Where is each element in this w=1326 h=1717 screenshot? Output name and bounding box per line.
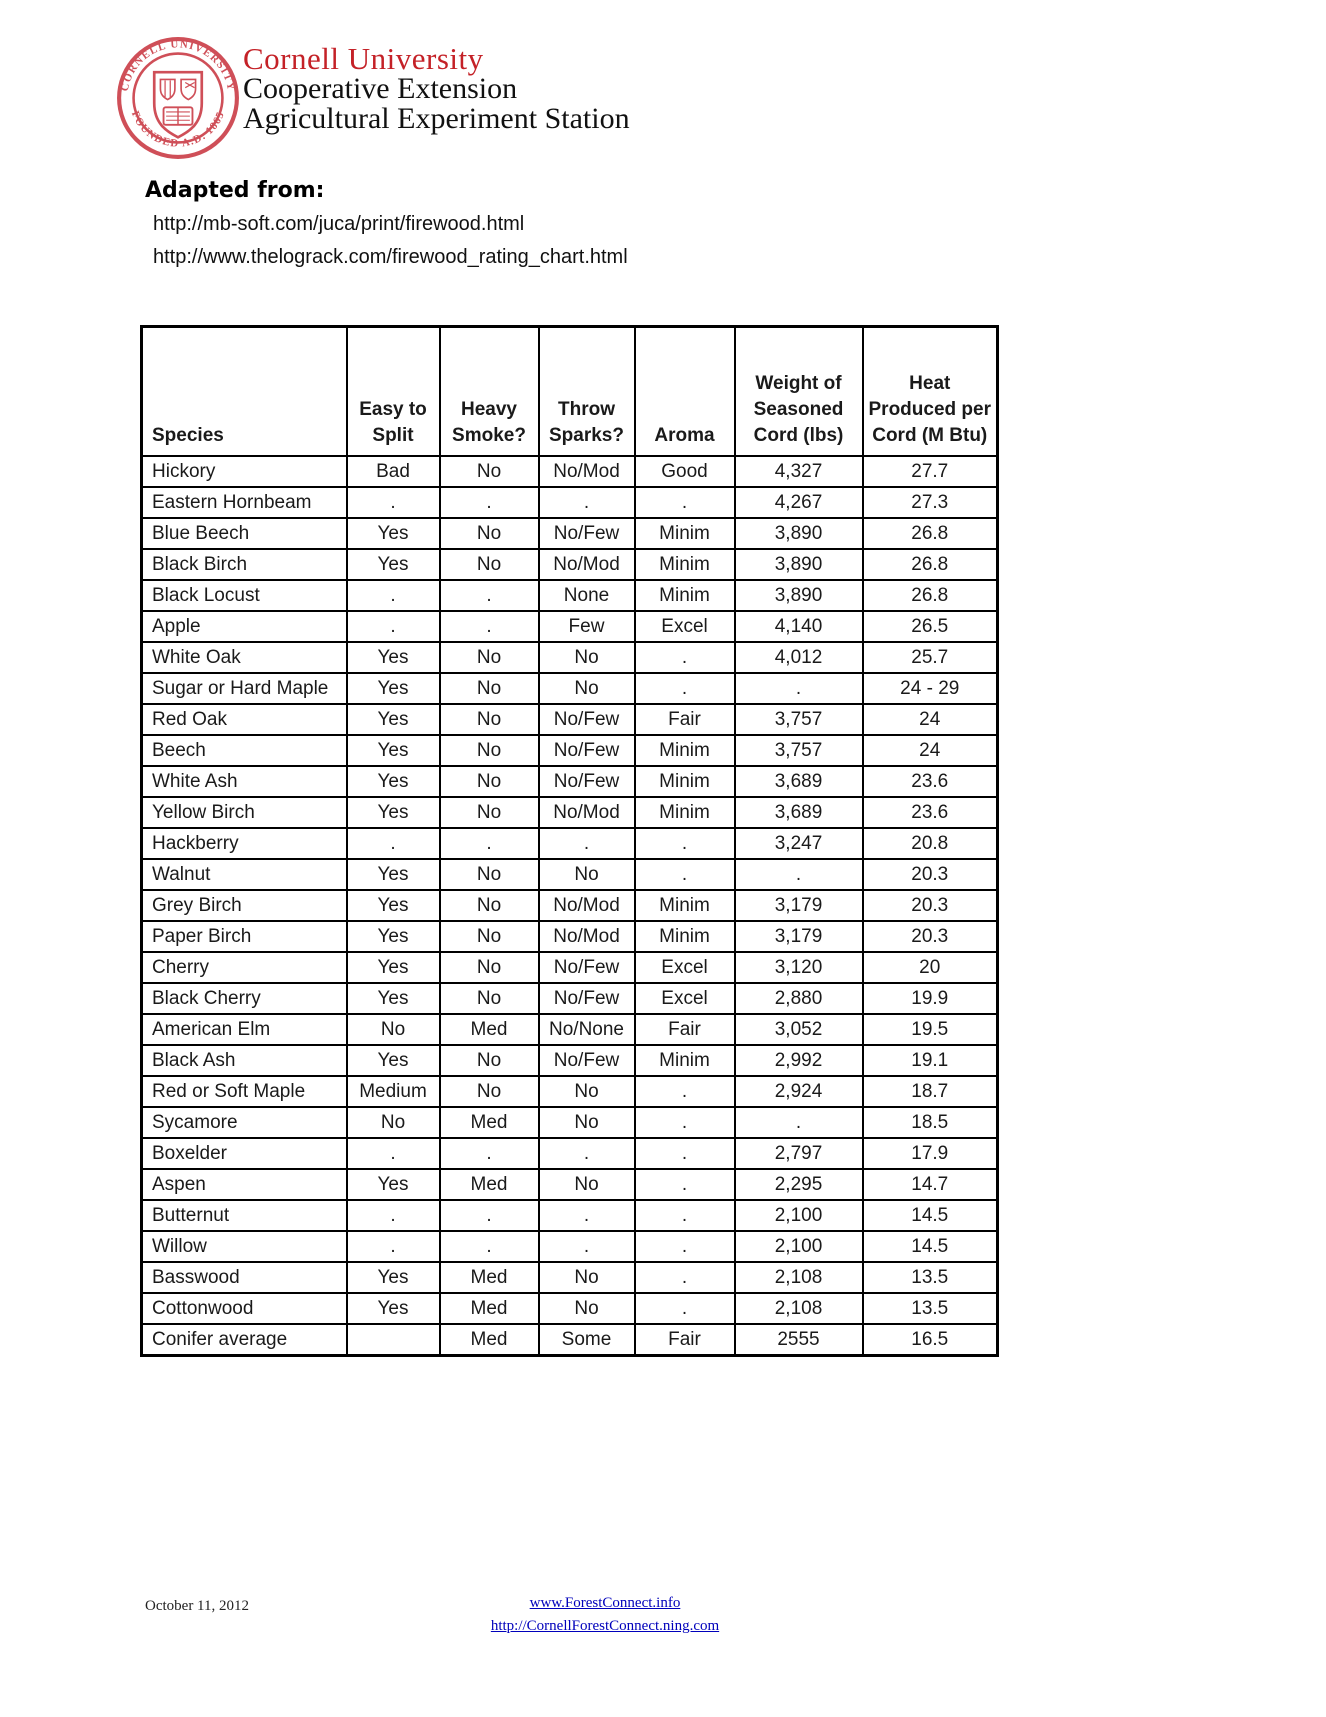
heat-cell: 18.7 (863, 1076, 998, 1107)
heat-cell: 17.9 (863, 1138, 998, 1169)
table-row (142, 828, 998, 859)
heavy-smoke-cell: No (440, 890, 539, 921)
table-row (142, 1014, 998, 1045)
heat-cell: 20.3 (863, 890, 998, 921)
throw-sparks-cell: No/Mod (539, 797, 635, 828)
weight-cell: 3,120 (735, 952, 863, 983)
source-url: http://mb-soft.com/juca/print/firewood.html (153, 213, 525, 235)
table-row (142, 611, 998, 642)
heat-cell: 13.5 (863, 1262, 998, 1293)
species-cell: Black Cherry (142, 983, 347, 1014)
heavy-smoke-cell: No (440, 735, 539, 766)
easy-to-split-cell (347, 1324, 440, 1356)
table-row (142, 549, 998, 580)
table-row (142, 642, 998, 673)
heat-cell: 13.5 (863, 1293, 998, 1324)
aroma-cell: Good (635, 456, 735, 487)
species-cell: Sugar or Hard Maple (142, 673, 347, 704)
species-cell: Sycamore (142, 1107, 347, 1138)
table-row (142, 1076, 998, 1107)
species-cell: Yellow Birch (142, 797, 347, 828)
weight-cell: . (735, 673, 863, 704)
aroma-cell: . (635, 1138, 735, 1169)
heat-cell: 14.5 (863, 1231, 998, 1262)
heat-cell: 25.7 (863, 642, 998, 673)
species-cell: Red Oak (142, 704, 347, 735)
weight-cell: 2,100 (735, 1200, 863, 1231)
heat-cell: 23.6 (863, 766, 998, 797)
heavy-smoke-cell: No (440, 797, 539, 828)
svg-text:CORNELL UNIVERSITY: CORNELL UNIVERSITY (118, 38, 238, 93)
heat-cell: 20.3 (863, 859, 998, 890)
heavy-smoke-cell: . (440, 828, 539, 859)
heat-cell: 18.5 (863, 1107, 998, 1138)
heat-cell: 26.8 (863, 580, 998, 611)
aroma-cell: Minim (635, 549, 735, 580)
heavy-smoke-cell: No (440, 673, 539, 704)
throw-sparks-cell: . (539, 1200, 635, 1231)
table-row (142, 487, 998, 518)
species-cell: White Ash (142, 766, 347, 797)
species-cell: Conifer average (142, 1324, 347, 1356)
heat-cell: 16.5 (863, 1324, 998, 1356)
species-cell: Eastern Hornbeam (142, 487, 347, 518)
throw-sparks-cell: Some (539, 1324, 635, 1356)
letterhead-text (243, 41, 630, 135)
throw-sparks-cell: Few (539, 611, 635, 642)
species-cell: Black Ash (142, 1045, 347, 1076)
throw-sparks-cell: No (539, 1107, 635, 1138)
table-row (142, 921, 998, 952)
weight-cell: 3,689 (735, 797, 863, 828)
easy-to-split-cell: Yes (347, 642, 440, 673)
heavy-smoke-cell: No (440, 1045, 539, 1076)
forestconnect-link[interactable]: www.ForestConnect.info (529, 1595, 681, 1611)
heat-cell: 27.7 (863, 456, 998, 487)
throw-sparks-cell: No (539, 1076, 635, 1107)
heat-cell: 24 - 29 (863, 673, 998, 704)
species-cell: Boxelder (142, 1138, 347, 1169)
aroma-cell: . (635, 1293, 735, 1324)
heat-cell: 27.3 (863, 487, 998, 518)
table-row (142, 1138, 998, 1169)
heavy-smoke-cell: Med (440, 1107, 539, 1138)
table-row (142, 766, 998, 797)
heavy-smoke-cell: Med (440, 1014, 539, 1045)
table-row (142, 456, 998, 487)
heavy-smoke-cell: . (440, 611, 539, 642)
heavy-smoke-cell: No (440, 704, 539, 735)
species-cell: American Elm (142, 1014, 347, 1045)
aroma-cell: . (635, 1231, 735, 1262)
easy-to-split-cell: Medium (347, 1076, 440, 1107)
table-row (142, 797, 998, 828)
heat-cell: 20.8 (863, 828, 998, 859)
species-cell: Apple (142, 611, 347, 642)
heat-cell: 26.5 (863, 611, 998, 642)
easy-to-split-cell: Yes (347, 859, 440, 890)
aroma-cell: Excel (635, 952, 735, 983)
weight-cell: 4,012 (735, 642, 863, 673)
adapted-from-label: Adapted from: (145, 178, 325, 203)
footer-date: October 11, 2012 (145, 1598, 250, 1614)
aroma-cell: Minim (635, 766, 735, 797)
table-row (142, 1262, 998, 1293)
easy-to-split-cell: No (347, 1107, 440, 1138)
throw-sparks-cell: No/Few (539, 735, 635, 766)
species-cell: Grey Birch (142, 890, 347, 921)
throw-sparks-cell: No (539, 1169, 635, 1200)
weight-cell: 2,108 (735, 1262, 863, 1293)
aroma-cell: Fair (635, 704, 735, 735)
column-header: Heavy Smoke? (440, 327, 539, 457)
easy-to-split-cell: . (347, 1200, 440, 1231)
heavy-smoke-cell: . (440, 487, 539, 518)
aroma-cell: . (635, 828, 735, 859)
weight-cell: 3,757 (735, 704, 863, 735)
table-row (142, 1045, 998, 1076)
table-row (142, 890, 998, 921)
weight-cell: 4,267 (735, 487, 863, 518)
aroma-cell: Minim (635, 580, 735, 611)
weight-cell: 3,689 (735, 766, 863, 797)
species-cell: Butternut (142, 1200, 347, 1231)
species-cell: Black Birch (142, 549, 347, 580)
species-cell: Aspen (142, 1169, 347, 1200)
species-cell: Cherry (142, 952, 347, 983)
throw-sparks-cell: No (539, 642, 635, 673)
easy-to-split-cell: No (347, 1014, 440, 1045)
aroma-cell: . (635, 487, 735, 518)
species-cell: Cottonwood (142, 1293, 347, 1324)
column-header: Heat Produced per Cord (M Btu) (863, 327, 998, 457)
throw-sparks-cell: . (539, 1138, 635, 1169)
easy-to-split-cell: . (347, 611, 440, 642)
aroma-cell: Minim (635, 518, 735, 549)
easy-to-split-cell: . (347, 1231, 440, 1262)
aroma-cell: . (635, 1076, 735, 1107)
heat-cell: 14.5 (863, 1200, 998, 1231)
species-cell: Hackberry (142, 828, 347, 859)
weight-cell: 4,327 (735, 456, 863, 487)
easy-to-split-cell: Yes (347, 890, 440, 921)
aroma-cell: Fair (635, 1324, 735, 1356)
species-cell: Walnut (142, 859, 347, 890)
aroma-cell: Excel (635, 983, 735, 1014)
footer-links (305, 1592, 905, 1638)
source-url: http://www.thelograck.com/firewood_rating_chart.html (153, 246, 628, 268)
easy-to-split-cell: Yes (347, 1293, 440, 1324)
table-row (142, 1231, 998, 1262)
aroma-cell: . (635, 859, 735, 890)
column-header: Throw Sparks? (539, 327, 635, 457)
weight-cell: 2555 (735, 1324, 863, 1356)
aroma-cell: Minim (635, 735, 735, 766)
heavy-smoke-cell: Med (440, 1169, 539, 1200)
throw-sparks-cell: No/Mod (539, 921, 635, 952)
easy-to-split-cell: . (347, 828, 440, 859)
heavy-smoke-cell: No (440, 952, 539, 983)
weight-cell: 2,924 (735, 1076, 863, 1107)
throw-sparks-cell: . (539, 828, 635, 859)
aroma-cell: . (635, 1169, 735, 1200)
weight-cell: 2,880 (735, 983, 863, 1014)
aroma-cell: . (635, 1200, 735, 1231)
weight-cell: 4,140 (735, 611, 863, 642)
easy-to-split-cell: Yes (347, 704, 440, 735)
easy-to-split-cell: . (347, 580, 440, 611)
adapted-from-section (145, 178, 628, 269)
university-name: Cornell University (243, 41, 484, 76)
heavy-smoke-cell: No (440, 518, 539, 549)
table-row (142, 735, 998, 766)
table-row (142, 704, 998, 735)
throw-sparks-cell: No (539, 673, 635, 704)
easy-to-split-cell: Yes (347, 983, 440, 1014)
heavy-smoke-cell: No (440, 859, 539, 890)
easy-to-split-cell: Yes (347, 1262, 440, 1293)
table-body (142, 456, 998, 1356)
throw-sparks-cell: No/Mod (539, 890, 635, 921)
easy-to-split-cell: Yes (347, 518, 440, 549)
cornell-seal-icon (116, 36, 240, 160)
heat-cell: 26.8 (863, 549, 998, 580)
heat-cell: 14.7 (863, 1169, 998, 1200)
table-row (142, 673, 998, 704)
heat-cell: 20 (863, 952, 998, 983)
easy-to-split-cell: . (347, 487, 440, 518)
svg-text:FOUNDED A.D. 1865: FOUNDED A.D. 1865 (128, 109, 228, 150)
throw-sparks-cell: No/None (539, 1014, 635, 1045)
weight-cell: . (735, 859, 863, 890)
heat-cell: 24 (863, 735, 998, 766)
weight-cell: 2,108 (735, 1293, 863, 1324)
easy-to-split-cell: Yes (347, 921, 440, 952)
heavy-smoke-cell: No (440, 456, 539, 487)
easy-to-split-cell: . (347, 1138, 440, 1169)
heavy-smoke-cell: Med (440, 1262, 539, 1293)
aroma-cell: Minim (635, 1045, 735, 1076)
header-row (142, 327, 998, 457)
throw-sparks-cell: No/Few (539, 766, 635, 797)
throw-sparks-cell: . (539, 1231, 635, 1262)
easy-to-split-cell: Yes (347, 1169, 440, 1200)
table-row (142, 518, 998, 549)
aroma-cell: Minim (635, 890, 735, 921)
heat-cell: 19.9 (863, 983, 998, 1014)
easy-to-split-cell: Bad (347, 456, 440, 487)
column-header: Easy to Split (347, 327, 440, 457)
throw-sparks-cell: No/Few (539, 952, 635, 983)
heavy-smoke-cell: No (440, 766, 539, 797)
aroma-cell: Minim (635, 797, 735, 828)
column-header: Weight of Seasoned Cord (lbs) (735, 327, 863, 457)
firewood-table (140, 325, 999, 1357)
species-cell: Paper Birch (142, 921, 347, 952)
easy-to-split-cell: Yes (347, 797, 440, 828)
table-row (142, 1293, 998, 1324)
heat-cell: 20.3 (863, 921, 998, 952)
throw-sparks-cell: No/Few (539, 1045, 635, 1076)
column-header: Species (142, 327, 347, 457)
species-cell: White Oak (142, 642, 347, 673)
species-cell: Beech (142, 735, 347, 766)
easy-to-split-cell: Yes (347, 1045, 440, 1076)
division-name: Cooperative Extension (243, 72, 518, 105)
heavy-smoke-cell: No (440, 921, 539, 952)
letterhead (0, 0, 1326, 170)
weight-cell: 3,757 (735, 735, 863, 766)
throw-sparks-cell: No (539, 1293, 635, 1324)
station-name: Agricultural Experiment Station (243, 102, 630, 135)
heavy-smoke-cell: No (440, 549, 539, 580)
aroma-cell: Fair (635, 1014, 735, 1045)
heat-cell: 19.1 (863, 1045, 998, 1076)
easy-to-split-cell: Yes (347, 549, 440, 580)
table-row (142, 983, 998, 1014)
table-row (142, 1200, 998, 1231)
heavy-smoke-cell: . (440, 1231, 539, 1262)
heavy-smoke-cell: Med (440, 1324, 539, 1356)
table-row (142, 1324, 998, 1356)
table-row (142, 580, 998, 611)
aroma-cell: Minim (635, 921, 735, 952)
easy-to-split-cell: Yes (347, 952, 440, 983)
weight-cell: 2,797 (735, 1138, 863, 1169)
species-cell: Red or Soft Maple (142, 1076, 347, 1107)
throw-sparks-cell: No/Few (539, 983, 635, 1014)
easy-to-split-cell: Yes (347, 766, 440, 797)
aroma-cell: . (635, 1262, 735, 1293)
species-cell: Hickory (142, 456, 347, 487)
heavy-smoke-cell: . (440, 580, 539, 611)
weight-cell: 3,890 (735, 518, 863, 549)
species-cell: Willow (142, 1231, 347, 1262)
heat-cell: 26.8 (863, 518, 998, 549)
weight-cell: 2,992 (735, 1045, 863, 1076)
throw-sparks-cell: . (539, 487, 635, 518)
heavy-smoke-cell: Med (440, 1293, 539, 1324)
table-row (142, 1169, 998, 1200)
weight-cell: 2,295 (735, 1169, 863, 1200)
species-cell: Blue Beech (142, 518, 347, 549)
easy-to-split-cell: Yes (347, 735, 440, 766)
table-row (142, 859, 998, 890)
species-cell: Black Locust (142, 580, 347, 611)
aroma-cell: . (635, 1107, 735, 1138)
heavy-smoke-cell: . (440, 1200, 539, 1231)
table-row (142, 1107, 998, 1138)
species-cell: Basswood (142, 1262, 347, 1293)
throw-sparks-cell: No/Few (539, 704, 635, 735)
throw-sparks-cell: No/Mod (539, 549, 635, 580)
aroma-cell: Excel (635, 611, 735, 642)
heat-cell: 24 (863, 704, 998, 735)
weight-cell: 3,890 (735, 549, 863, 580)
easy-to-split-cell: Yes (347, 673, 440, 704)
throw-sparks-cell: No (539, 1262, 635, 1293)
heavy-smoke-cell: No (440, 642, 539, 673)
weight-cell: 3,247 (735, 828, 863, 859)
throw-sparks-cell: No/Mod (539, 456, 635, 487)
heat-cell: 23.6 (863, 797, 998, 828)
weight-cell: 3,890 (735, 580, 863, 611)
weight-cell: 2,100 (735, 1231, 863, 1262)
cornellforestconnect-link[interactable]: http://CornellForestConnect.ning.com (490, 1618, 720, 1634)
heat-cell: 19.5 (863, 1014, 998, 1045)
throw-sparks-cell: No (539, 859, 635, 890)
table-row (142, 952, 998, 983)
heavy-smoke-cell: No (440, 983, 539, 1014)
aroma-cell: . (635, 642, 735, 673)
throw-sparks-cell: No/Few (539, 518, 635, 549)
weight-cell: 3,179 (735, 921, 863, 952)
throw-sparks-cell: None (539, 580, 635, 611)
weight-cell: . (735, 1107, 863, 1138)
weight-cell: 3,052 (735, 1014, 863, 1045)
heavy-smoke-cell: No (440, 1076, 539, 1107)
column-header: Aroma (635, 327, 735, 457)
aroma-cell: . (635, 673, 735, 704)
weight-cell: 3,179 (735, 890, 863, 921)
heavy-smoke-cell: . (440, 1138, 539, 1169)
